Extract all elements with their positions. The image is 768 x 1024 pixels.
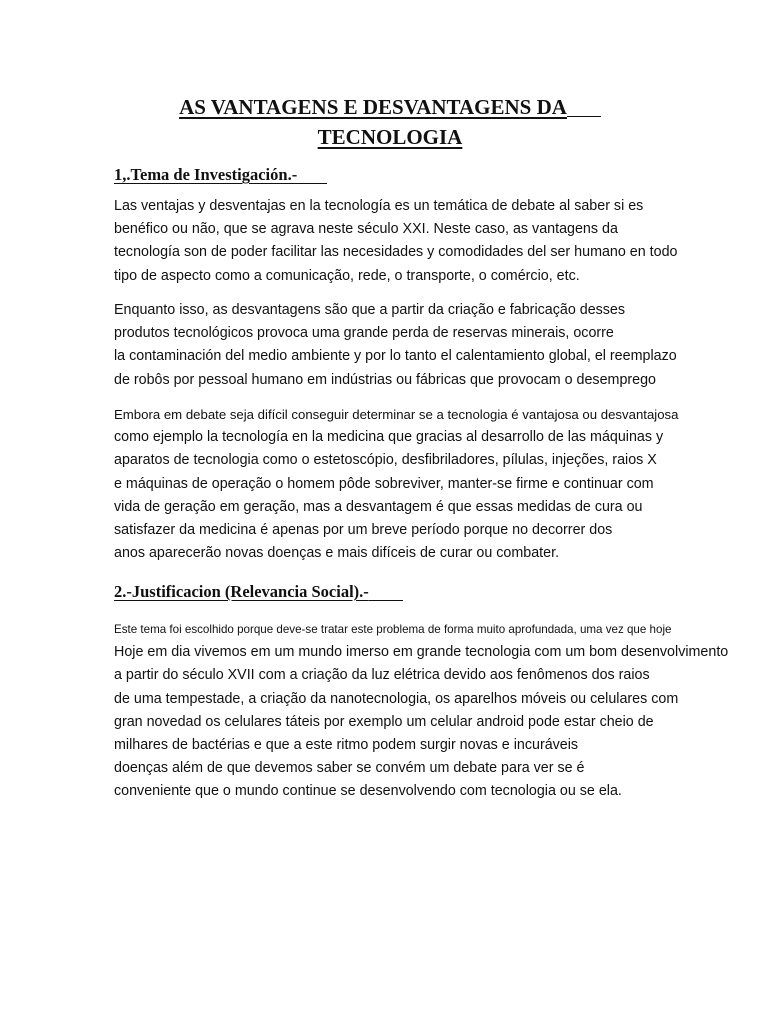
section-heading-tema: 1,.Tema de Investigación.-: [114, 165, 327, 185]
document-title-line-2: TECNOLOGIA: [317, 125, 463, 149]
paragraph-line: satisfazer da medicina é apenas por um breve período porque no decorrer dos: [114, 521, 613, 538]
paragraph-line: Embora em debate seja difícil conseguir determinar se a tecnologia é vantajosa ou desvantajosa: [114, 407, 679, 422]
paragraph-line: tecnología son de poder facilitar las necesidades y comodidades del ser humano en todo: [114, 244, 678, 261]
paragraph-line: gran novedad os celulares táteis por exemplo um celular android pode estar cheio de: [114, 713, 654, 730]
document-title-line-1: AS VANTAGENS E DESVANTAGENS DA: [179, 92, 601, 122]
paragraph-3: [114, 403, 714, 565]
section-heading-justificacion: 2.-Justificacion (Relevancia Social).-: [114, 582, 403, 602]
paragraph-line: conveniente que o mundo continue se desenvolvendo com tecnologia ou se ela.: [114, 783, 622, 800]
paragraph-line: doenças além de que devemos saber se convém um debate para ver se é: [114, 760, 585, 777]
paragraph-line: tipo de aspecto como a comunicação, rede, o transporte, o comércio, etc.: [114, 267, 580, 284]
paragraph-line: Las ventajas y desventajas en la tecnología es un temática de debate al saber si es: [114, 198, 644, 214]
paragraph-line: Hoje em dia vivemos em um mundo imerso em grande tecnologia com um bom desenvolvimento: [114, 644, 729, 661]
paragraph-line: Este tema foi escolhido porque deve-se tratar este problema de forma muito aprofundada, uma vez que hoje: [114, 623, 672, 636]
paragraph-line: Enquanto isso, as desvantagens são que a partir da criação e fabricação desses: [114, 302, 626, 318]
paragraph-line: de robôs por pessoal humano em indústrias ou fábricas que provocam o desemprego: [114, 371, 657, 388]
paragraph-1: [114, 195, 714, 288]
paragraph-4: [114, 618, 729, 804]
paragraph-2: [114, 299, 714, 392]
paragraph-line: de uma tempestade, a criação da nanotecnologia, os aparelhos móveis ou celulares com: [114, 690, 679, 707]
paragraph-line: anos aparecerão novas doenças e mais difíceis de curar ou combater.: [114, 545, 560, 562]
paragraph-line: milhares de bactérias e que a este ritmo podem surgir novas e incuráveis: [114, 736, 579, 753]
paragraph-line: produtos tecnológicos provoca uma grande perda de reservas minerais, ocorre: [114, 325, 614, 342]
paragraph-line: a partir do século XVII com a criação da luz elétrica devido aos fenômenos dos raios: [114, 667, 650, 684]
paragraph-line: e máquinas de operação o homem pôde sobreviver, manter-se firme e continuar com: [114, 475, 654, 492]
document-title: [110, 92, 670, 152]
paragraph-line: aparatos de tecnologia como o estetoscópio, desfibriladores, pílulas, injeções, raios X: [114, 452, 657, 469]
paragraph-line: vida de geração em geração, mas a desvantagem é que essas medidas de cura ou: [114, 498, 643, 515]
paragraph-line: como ejemplo la tecnología en la medicina que gracias al desarrollo de las máquinas y: [114, 429, 664, 446]
paragraph-line: benéfico ou não, que se agrava neste século XXI. Neste caso, as vantagens da: [114, 221, 618, 238]
paragraph-line: la contaminación del medio ambiente y por lo tanto el calentamiento global, el reemplazo: [114, 348, 677, 365]
